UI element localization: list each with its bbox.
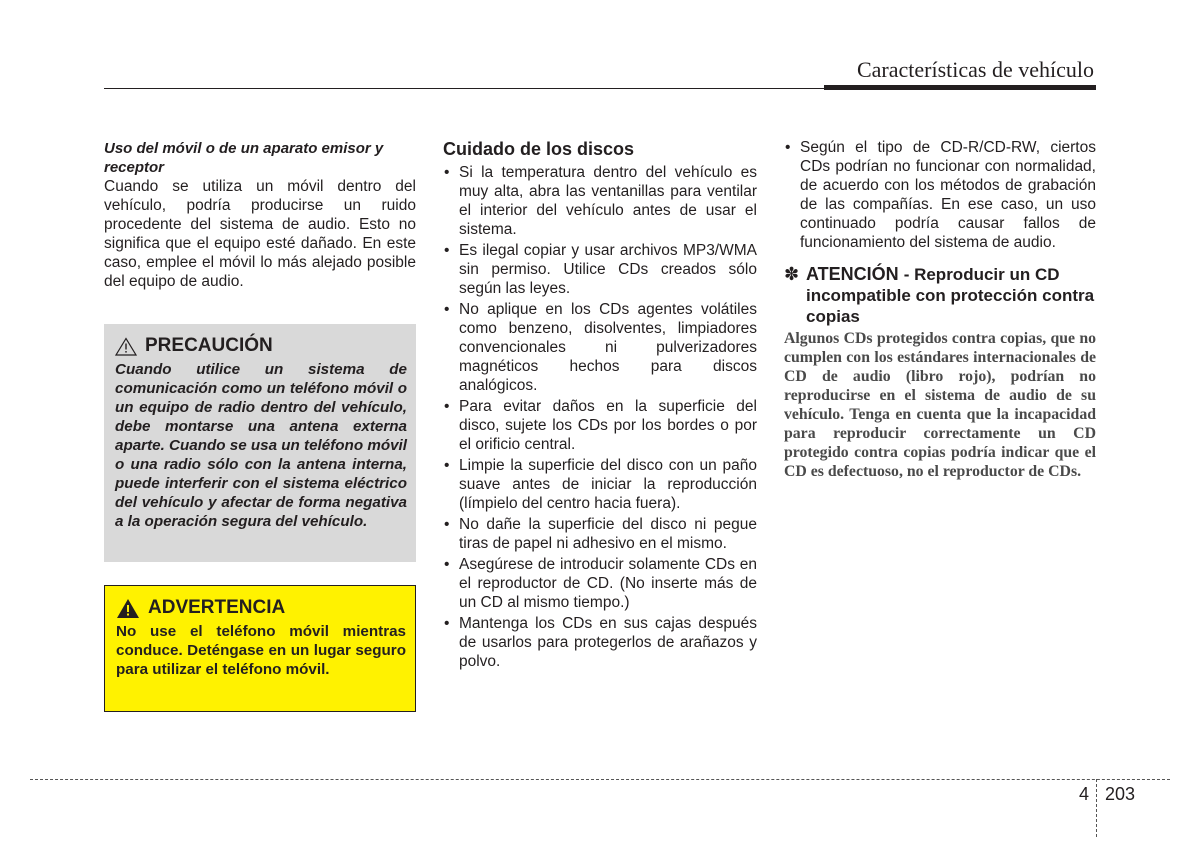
chapter-number: 4 — [1079, 784, 1090, 804]
disc-care-title: Cuidado de los discos — [443, 139, 635, 159]
caution-text: Cuando utilice un sistema de comunicación como un teléfono móvil o un equipo de radio dentro del vehículo, debe montarse una antena externa aparte. Cuando se usa un teléfono móvil o una radio sólo con la antena interna, puede interferir con el sistema eléctrico del vehículo y afectar de forma negativa a la operación segura del vehículo. — [115, 361, 407, 530]
attention-heading: ✽ ATENCIÓN - Reproducir un CD incompatible con protección contra copias — [784, 264, 1095, 326]
disc-care-list — [443, 163, 757, 671]
page-header-title: Características de vehículo — [856, 57, 1094, 82]
page-number: 203 — [1105, 784, 1136, 804]
column-middle — [443, 138, 757, 673]
footer-page-divider — [1096, 779, 1097, 837]
attention-title: Reproducir un CD incompatible con protección contra copias — [806, 265, 1095, 326]
list-item: • Limpie la superficie del disco con un paño suave antes de iniciar la reproducción (límpielo del centro hacia fuera). — [444, 457, 757, 512]
list-item: • Si la temperatura dentro del vehículo es muy alta, abra las ventanillas para ventilar el interior del vehículo antes de usar el sistema. — [444, 164, 757, 238]
list-item: • Para evitar daños en la superficie del disco, sujete los CDs por los bordes o por el orificio central. — [444, 398, 757, 453]
warning-triangle-filled-icon — [116, 598, 140, 619]
footer-divider — [30, 779, 1170, 780]
caution-box — [104, 324, 416, 562]
cd-type-list — [784, 138, 1096, 252]
warning-text: No use el teléfono móvil mientras conduce. Deténgase en un lugar seguro para utilizar el teléfono móvil. — [116, 623, 406, 678]
list-item: • No dañe la superficie del disco ni pegue tiras de papel ni adhesivo en el mismo. — [444, 516, 757, 552]
column-left — [104, 138, 416, 291]
caution-title: PRECAUCIÓN — [145, 335, 273, 356]
list-item: • Es ilegal copiar y usar archivos MP3/WMA sin permiso. Utilice CDs creados sólo según las leyes. — [444, 242, 757, 297]
asterisk-star-icon: ✽ — [784, 264, 800, 284]
warning-heading — [116, 596, 406, 620]
list-item: • Según el tipo de CD-R/CD-RW, ciertos CDs podrían no funcionar con normalidad, de acuerdo con los métodos de grabación de las compañías. En ese caso, un uso continuado podría causar fallos de funcionamiento del sistema de audio. — [785, 139, 1096, 251]
attention-text: Algunos CDs protegidos contra copias, que no cumplen con los estándares internacionales de CD de audio (libro rojo), podrían no reproducirse en el sistema de audio de su vehículo. Tenga en cuenta que la incapacidad para reproducir correctamente un CD protegido contra copias podría indicar que el CD es defectuoso, no el reproductor de CDs. — [784, 330, 1096, 480]
warning-title: ADVERTENCIA — [148, 597, 286, 618]
attention-label: ATENCIÓN — [806, 264, 899, 284]
caution-heading — [115, 334, 407, 358]
column-right — [784, 138, 1096, 481]
list-item: • Asegúrese de introducir solamente CDs en el reproductor de CD. (No inserte más de un CD al mismo tiempo.) — [444, 556, 757, 611]
paragraph-mobile-use: Cuando se utiliza un móvil dentro del vehículo, podría producirse un ruido procedente del sistema de audio. Esto no significa que el equipo esté dañado. En este caso, emplee el móvil lo más alejado posible del equipo de audio. — [104, 178, 416, 290]
subheading-mobile-use: Uso del móvil o de un aparato emisor y receptor — [104, 140, 384, 176]
warning-box — [104, 585, 416, 712]
list-item: • No aplique en los CDs agentes volátiles como benzeno, disolventes, limpiadores convencionales ni pulverizadores magnéticos hechos para discos analógicos. — [444, 301, 757, 394]
list-item: • Mantenga los CDs en sus cajas después de usarlos para protegerlos de arañazos y polvo. — [444, 615, 757, 670]
header-rule-accent — [824, 85, 1096, 90]
warning-triangle-outline-icon — [115, 337, 137, 356]
